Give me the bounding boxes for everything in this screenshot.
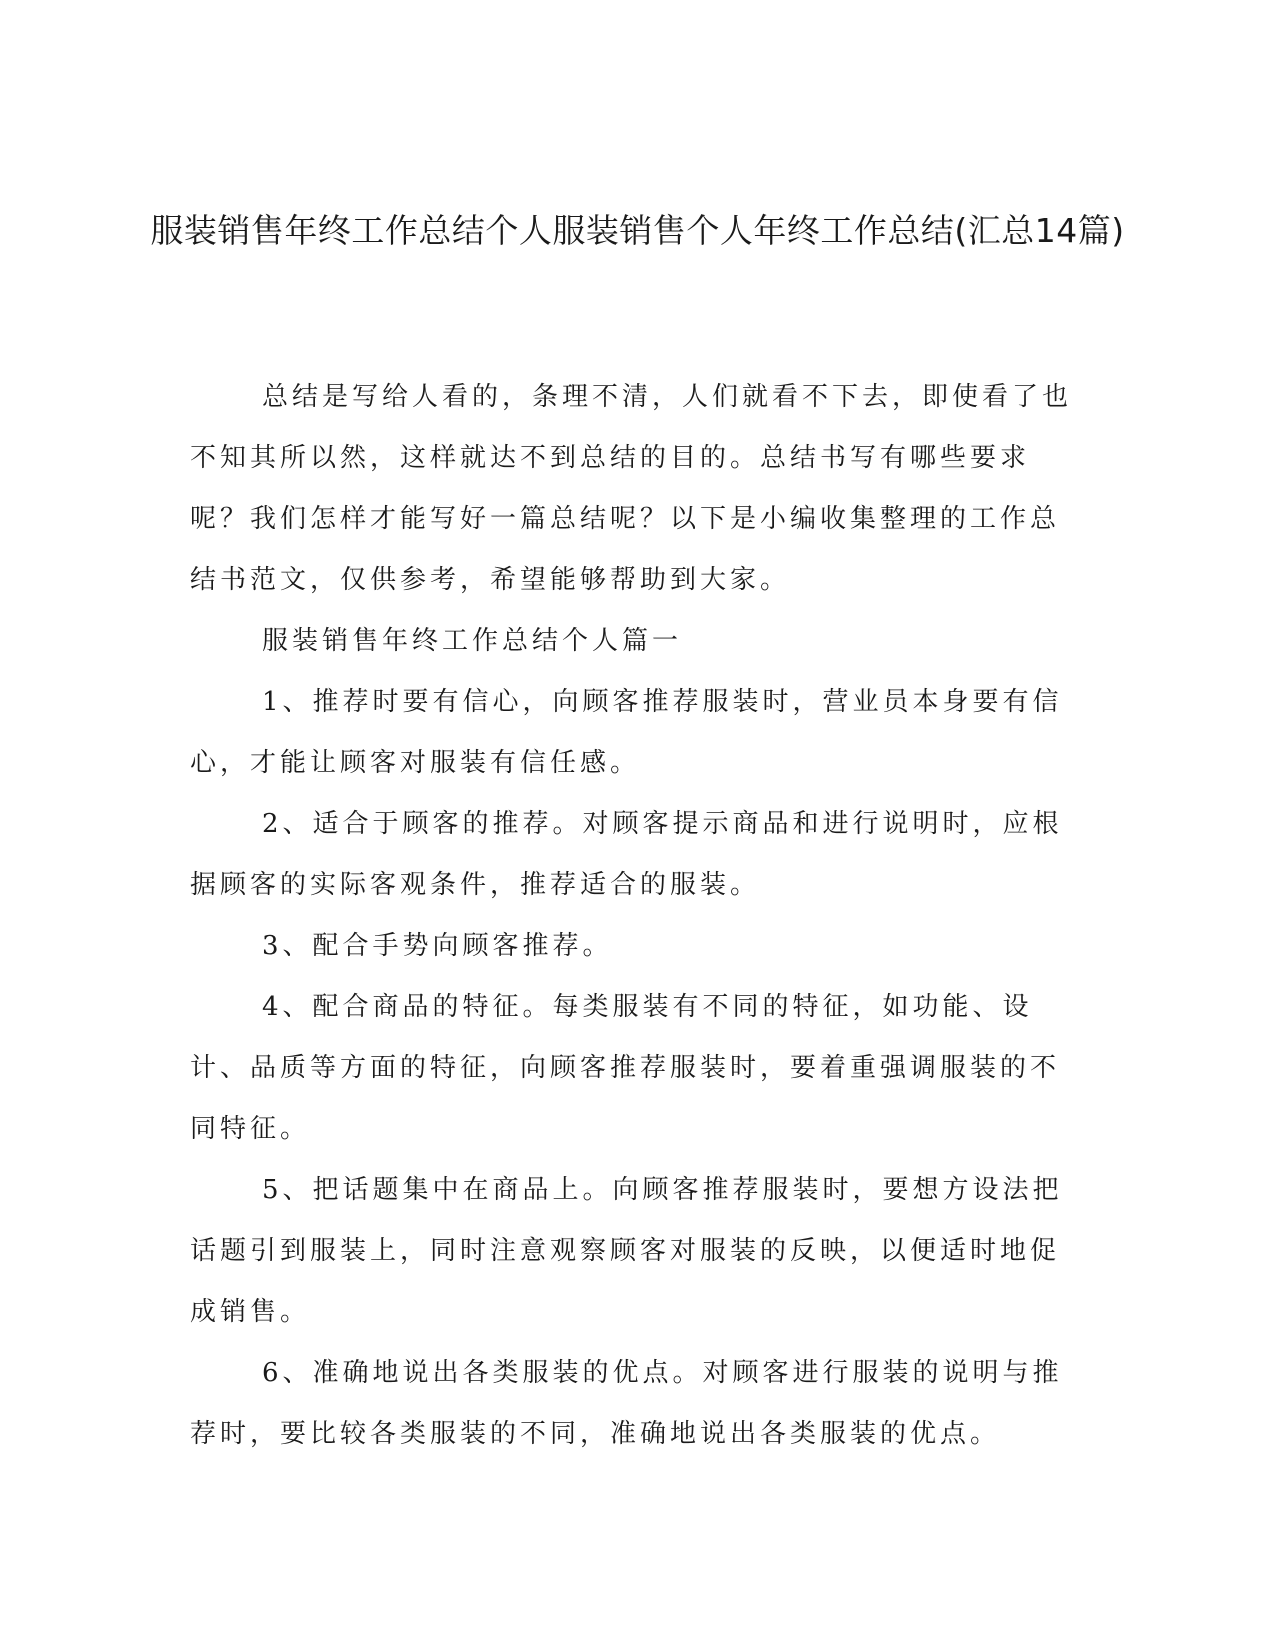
document-title: 服装销售年终工作总结个人服装销售个人年终工作总结(汇总14篇) — [150, 211, 1125, 250]
list-item: 6、准确地说出各类服装的优点。对顾客进行服装的说明与推荐时，要比较各类服装的不同，准确地说出各类服装的优点。 — [190, 1358, 1063, 1449]
list-item: 1、推荐时要有信心，向顾客推荐服装时，营业员本身要有信心，才能让顾客对服装有信任感。 — [190, 687, 1063, 778]
intro-paragraph: 总结是写给人看的，条理不清，人们就看不下去，即使看了也不知其所以然，这样就达不到总结的目的。总结书写有哪些要求呢？我们怎样才能写好一篇总结呢？以下是小编收集整理的工作总结书范文，仅供参考，希望能够帮助到大家。 — [190, 382, 1073, 595]
section-heading: 服装销售年终工作总结个人篇一 — [262, 626, 683, 656]
list-item: 5、把话题集中在商品上。向顾客推荐服装时，要想方设法把话题引到服装上，同时注意观察顾客对服装的反映，以便适时地促成销售。 — [190, 1175, 1063, 1327]
list-item: 3、配合手势向顾客推荐。 — [262, 931, 613, 961]
list-item: 2、适合于顾客的推荐。对顾客提示商品和进行说明时，应根据顾客的实际客观条件，推荐适合的服装。 — [190, 809, 1063, 900]
document-body — [190, 367, 1080, 1465]
list-item: 4、配合商品的特征。每类服装有不同的特征，如功能、设计、品质等方面的特征，向顾客推荐服装时，要着重强调服装的不同特征。 — [190, 992, 1061, 1144]
